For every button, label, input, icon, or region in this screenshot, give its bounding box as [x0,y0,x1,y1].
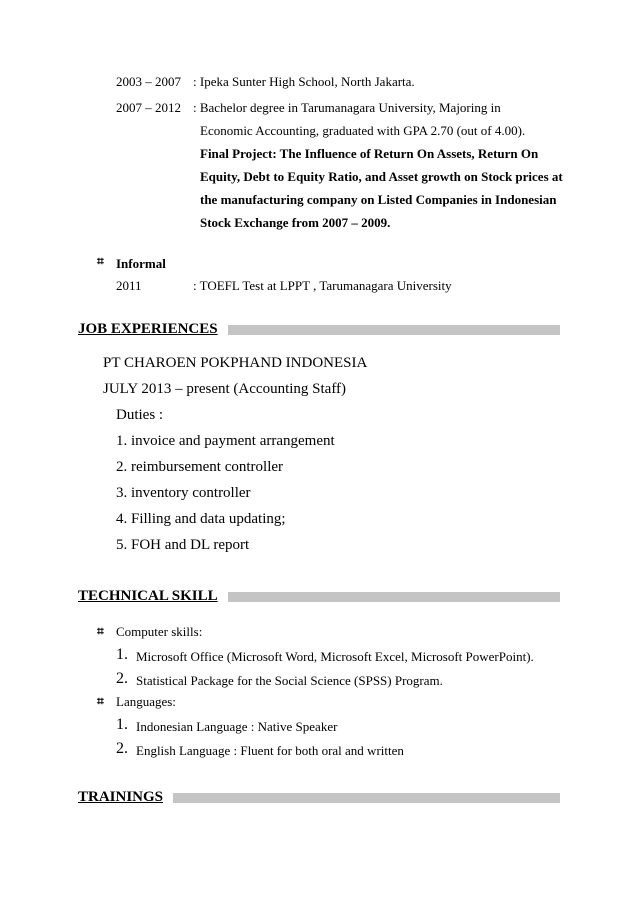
informal-desc: : TOEFL Test at LPPT , Tarumanagara University [193,278,452,293]
square-bullet-icon: ⌗ [97,624,104,638]
computer-skill-text: Microsoft Office (Microsoft Word, Microsoft Excel, Microsoft PowerPoint). [136,649,534,664]
final-project-line-3: the manufacturing company on Listed Companies in Indonesian [200,192,557,207]
job-duty-item: 3. inventory controller [116,485,251,501]
job-duty-item: 4. Filling and data updating; [116,511,286,527]
edu-desc-1: : Ipeka Sunter High School, North Jakarta. [193,74,415,89]
languages-label: Languages: [116,694,176,709]
section-bar [173,793,560,803]
job-duties-label: Duties : [116,407,164,423]
job-period: JULY 2013 – present (Accounting Staff) [103,381,347,397]
edu-years-2: 2007 – 2012 [116,100,181,115]
computer-skill-number: 1. [116,646,128,663]
section-bar [228,592,560,602]
computer-skills-label: Computer skills: [116,624,203,639]
job-duty-item: 5. FOH and DL report [116,537,250,553]
language-number: 2. [116,740,128,757]
final-project-line-4: Stock Exchange from 2007 – 2009. [200,215,391,230]
square-bullet-icon: ⌗ [97,254,104,268]
language-text: Indonesian Language : Native Speaker [136,719,338,734]
job-duty-item: 2. reimbursement controller [116,459,284,475]
technical-skill-heading: TECHNICAL SKILL [78,588,218,604]
final-project-line-1: Final Project: The Influence of Return On Assets, Return On [200,146,539,161]
job-experiences-heading: JOB EXPERIENCES [78,321,218,337]
section-bar [228,325,560,335]
edu-years-1: 2003 – 2007 [116,74,181,89]
language-text: English Language : Fluent for both oral and written [136,743,404,758]
edu-desc-2: : Bachelor degree in Tarumanagara University, Majoring in [193,100,501,115]
informal-label: Informal [116,256,166,271]
language-number: 1. [116,716,128,733]
edu-desc-2-line2: Economic Accounting, graduated with GPA 2.70 (out of 4.00). [200,123,526,138]
trainings-heading: TRAININGS [78,789,164,805]
final-project-line-2: Equity, Debt to Equity Ratio, and Asset growth on Stock prices at [200,169,563,184]
computer-skill-number: 2. [116,670,128,687]
informal-years: 2011 [116,278,142,293]
square-bullet-icon: ⌗ [97,694,104,708]
computer-skill-text: Statistical Package for the Social Science (SPSS) Program. [136,673,443,688]
job-company: PT CHAROEN POKPHAND INDONESIA [103,355,368,371]
job-duty-item: 1. invoice and payment arrangement [116,433,335,449]
